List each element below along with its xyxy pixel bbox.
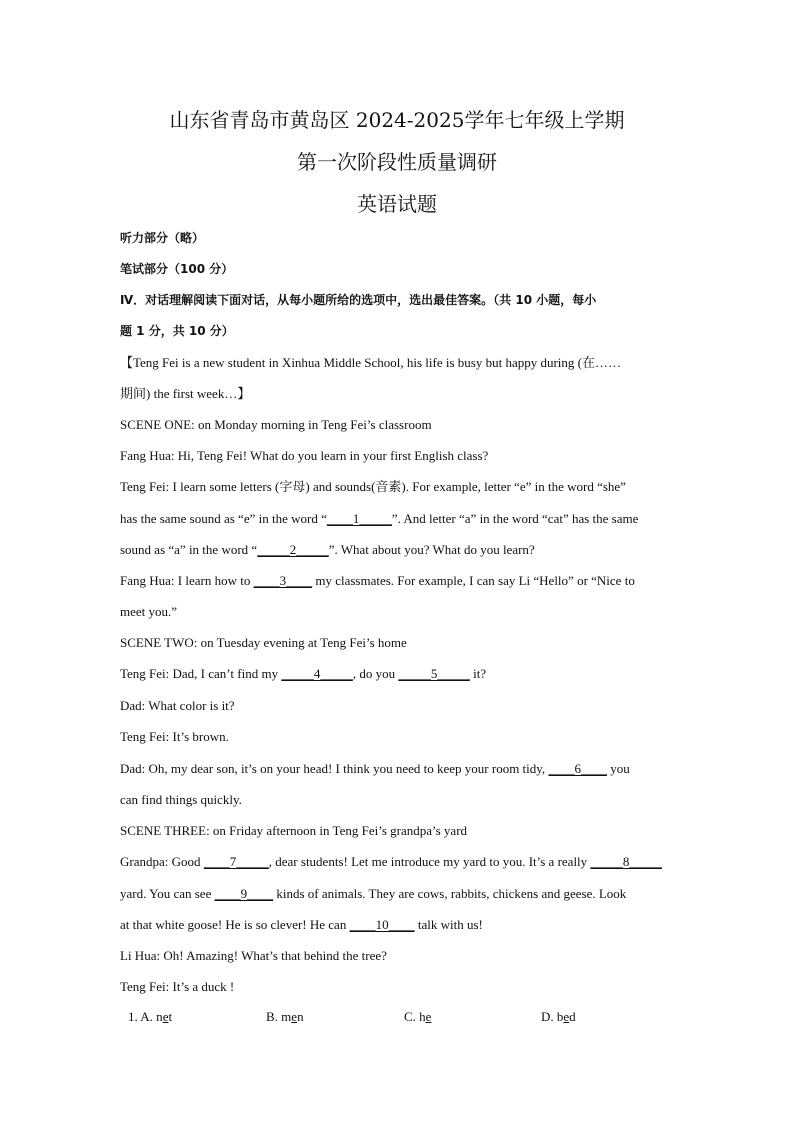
dialogue-line xyxy=(120,760,675,778)
intro-line2: 期间) the first week…】 xyxy=(120,386,251,401)
question-1-option-b[interactable] xyxy=(266,1008,304,1026)
option-underlined-letter: e xyxy=(291,1009,298,1024)
dialogue-line: Li Hua: Oh! Amazing! What’s that behind the tree? xyxy=(120,948,387,963)
text: Fang Hua: I learn how to xyxy=(120,573,254,588)
dialogue-line: meet you.” xyxy=(120,604,178,619)
option-underlined-letter: e xyxy=(563,1009,570,1024)
part4-instruction-line1: Ⅳ．对话理解阅读下面对话，从每小题所给的选项中，选出最佳答案。（共 10 小题，每小 xyxy=(120,293,597,307)
exam-title-line3: 英语试题 xyxy=(357,192,437,216)
text: sound as “a” in the word “ xyxy=(120,542,258,557)
option-text: n xyxy=(297,1009,304,1024)
question-1-option-d[interactable] xyxy=(541,1008,576,1026)
text: kinds of animals. They are cows, rabbits, chickens and geese. Look xyxy=(273,886,627,901)
text: ”. And letter “a” in the word “cat” has the same xyxy=(391,511,639,526)
dialogue-line: Teng Fei: It’s a duck ! xyxy=(120,979,235,994)
dialogue-line: Dad: What color is it? xyxy=(120,698,235,713)
blank-7: ____7_____ xyxy=(203,854,269,869)
blank-5: _____5_____ xyxy=(398,666,470,681)
text: my classmates. For example, I can say Li “Hello” or “Nice to xyxy=(312,573,635,588)
blank-8: _____8_____ xyxy=(590,854,662,869)
question-1-option-c[interactable] xyxy=(404,1008,431,1026)
blank-9: ____9____ xyxy=(214,886,274,901)
text: talk with us! xyxy=(414,917,483,932)
dialogue-line xyxy=(120,572,675,590)
option-text: t xyxy=(168,1009,173,1024)
dialogue-line xyxy=(120,541,675,559)
dialogue-line xyxy=(120,885,675,903)
dialogue-line: can find things quickly. xyxy=(120,792,242,807)
blank-2: _____2_____ xyxy=(257,542,329,557)
dialogue-line: Teng Fei: I learn some letters (字母) and sounds(音素). For example, letter “e” in the word “she” xyxy=(120,479,626,494)
text: has the same sound as “e” in the word “ xyxy=(120,511,327,526)
text: you xyxy=(606,761,630,776)
dialogue-line xyxy=(120,510,675,528)
blank-10: ____10____ xyxy=(349,917,415,932)
option-text: B. m xyxy=(266,1009,292,1024)
scene-three-heading: SCENE THREE: on Friday afternoon in Teng Fei’s grandpa’s yard xyxy=(120,823,468,838)
option-underlined-letter: e xyxy=(162,1009,169,1024)
blank-4: _____4_____ xyxy=(281,666,353,681)
text: Teng Fei: Dad, I can’t find my xyxy=(120,666,282,681)
dialogue-line: Fang Hua: Hi, Teng Fei! What do you learn in your first English class? xyxy=(120,448,489,463)
option-underlined-letter: e xyxy=(425,1009,432,1024)
question-number: 1. xyxy=(128,1009,141,1024)
intro-line1: 【Teng Fei is a new student in Xinhua Middle School, his life is busy but happy during (在…… xyxy=(120,355,621,370)
text: yard. You can see xyxy=(120,886,215,901)
dialogue-line xyxy=(120,916,675,934)
dialogue-line: Teng Fei: It’s brown. xyxy=(120,729,229,744)
blank-1: ____1_____ xyxy=(326,511,392,526)
blank-3: ____3____ xyxy=(253,573,313,588)
option-text: A. n xyxy=(140,1009,163,1024)
exam-title-line2: 第一次阶段性质量调研 xyxy=(297,150,497,174)
dialogue-line xyxy=(120,665,675,683)
exam-title-line1: 山东省青岛市黄岛区 2024-2025学年七年级上学期 xyxy=(169,108,625,132)
text: ”. What about you? What do you learn? xyxy=(328,542,535,557)
part4-instruction-line2: 题 1 分，共 10 分） xyxy=(120,324,234,338)
option-text: d xyxy=(569,1009,576,1024)
question-1-option-a[interactable] xyxy=(128,1008,172,1026)
text: Grandpa: Good xyxy=(120,854,204,869)
blank-6: ____6____ xyxy=(548,761,607,776)
text: it? xyxy=(469,666,487,681)
option-text: C. h xyxy=(404,1009,426,1024)
text: , dear students! Let me introduce my yard to you. It’s a really xyxy=(268,854,591,869)
option-text: D. b xyxy=(541,1009,564,1024)
dialogue-line xyxy=(120,853,675,871)
listening-heading: 听力部分（略） xyxy=(120,231,205,245)
text: , do you xyxy=(352,666,399,681)
text: Dad: Oh, my dear son, it’s on your head! I think you need to keep your room tidy, xyxy=(120,761,549,776)
written-heading: 笔试部分（100 分） xyxy=(120,262,234,276)
text: at that white goose! He is so clever! He can xyxy=(120,917,350,932)
scene-two-heading: SCENE TWO: on Tuesday evening at Teng Fei’s home xyxy=(120,635,407,650)
scene-one-heading: SCENE ONE: on Monday morning in Teng Fei’s classroom xyxy=(120,417,432,432)
